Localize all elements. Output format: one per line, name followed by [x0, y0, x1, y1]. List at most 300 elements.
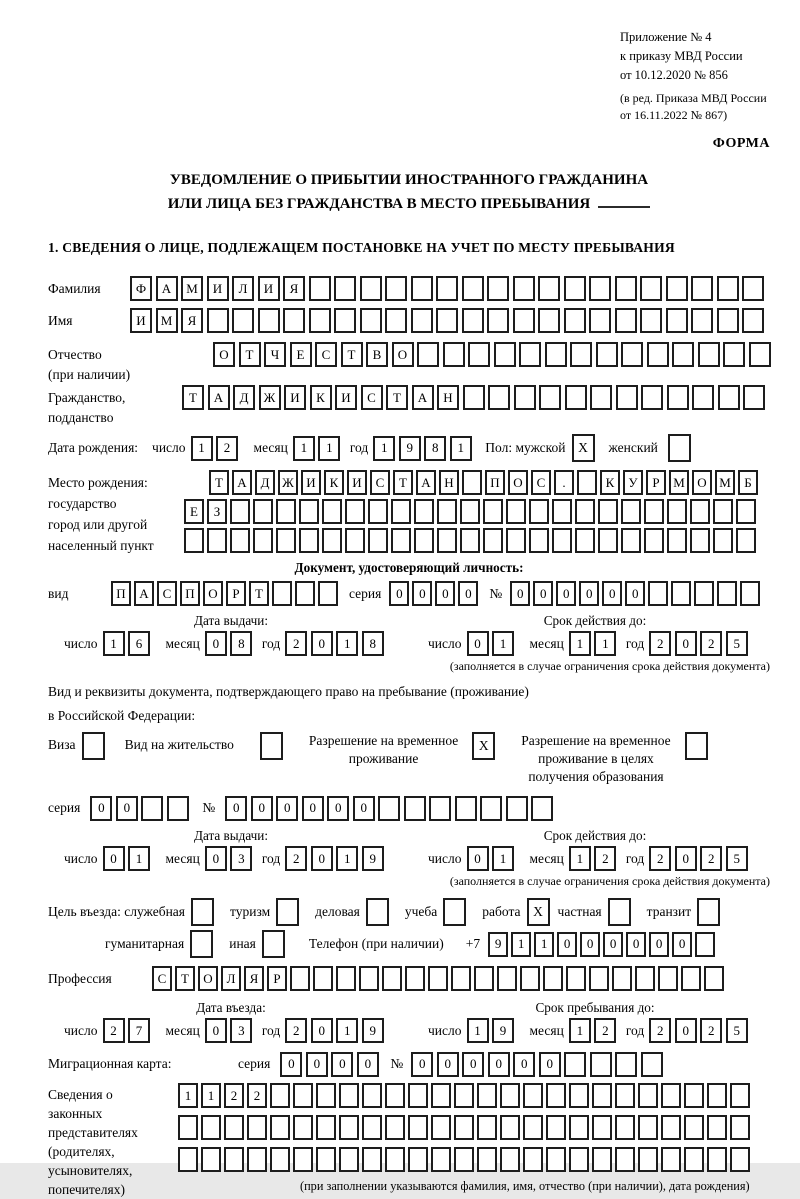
- char-cell[interactable]: Л: [221, 966, 241, 991]
- char-cell[interactable]: 0: [513, 1052, 535, 1077]
- char-cell[interactable]: Н: [437, 385, 459, 410]
- char-cell[interactable]: [730, 1115, 750, 1140]
- char-cell[interactable]: [336, 966, 356, 991]
- char-cell[interactable]: [531, 796, 553, 821]
- char-cell[interactable]: 0: [412, 581, 432, 606]
- char-cell[interactable]: [740, 581, 760, 606]
- char-cell[interactable]: 1: [128, 846, 150, 871]
- char-cell[interactable]: [592, 1115, 612, 1140]
- char-cell[interactable]: К: [324, 470, 344, 495]
- char-cell[interactable]: И: [347, 470, 367, 495]
- char-cell[interactable]: П: [111, 581, 131, 606]
- char-cell[interactable]: [598, 528, 618, 553]
- char-cell[interactable]: 0: [488, 1052, 510, 1077]
- char-cell[interactable]: [661, 1115, 681, 1140]
- char-cell[interactable]: 0: [311, 631, 333, 656]
- char-cell[interactable]: 2: [700, 631, 722, 656]
- char-cell[interactable]: 0: [411, 1052, 433, 1077]
- char-cell[interactable]: [411, 308, 433, 333]
- char-cell[interactable]: [477, 1083, 497, 1108]
- char-cell[interactable]: 2: [594, 846, 616, 871]
- char-cell[interactable]: 1: [467, 1018, 489, 1043]
- char-cell[interactable]: [616, 385, 638, 410]
- char-cell[interactable]: [253, 499, 273, 524]
- char-cell[interactable]: 8: [362, 631, 384, 656]
- char-cell[interactable]: О: [203, 581, 223, 606]
- char-cell[interactable]: 0: [90, 796, 112, 821]
- char-cell[interactable]: Д: [255, 470, 275, 495]
- char-cell[interactable]: [596, 342, 618, 367]
- char-cell[interactable]: [385, 308, 407, 333]
- char-cell[interactable]: [339, 1147, 359, 1172]
- char-cell[interactable]: [589, 276, 611, 301]
- char-cell[interactable]: М: [156, 308, 178, 333]
- char-cell[interactable]: О: [508, 470, 528, 495]
- char-cell[interactable]: [362, 1147, 382, 1172]
- char-cell[interactable]: О: [692, 470, 712, 495]
- char-cell[interactable]: [247, 1115, 267, 1140]
- char-cell[interactable]: [713, 528, 733, 553]
- char-cell[interactable]: 2: [594, 1018, 616, 1043]
- char-cell[interactable]: [684, 1147, 704, 1172]
- char-cell[interactable]: Т: [239, 342, 261, 367]
- char-cell[interactable]: [463, 385, 485, 410]
- char-cell[interactable]: [431, 1083, 451, 1108]
- char-cell[interactable]: [488, 385, 510, 410]
- char-cell[interactable]: [648, 581, 668, 606]
- char-cell[interactable]: И: [301, 470, 321, 495]
- char-cell[interactable]: И: [284, 385, 306, 410]
- char-cell[interactable]: [681, 966, 701, 991]
- char-cell[interactable]: [437, 528, 457, 553]
- char-cell[interactable]: О: [198, 966, 218, 991]
- char-cell[interactable]: Ж: [278, 470, 298, 495]
- char-cell[interactable]: 2: [700, 1018, 722, 1043]
- char-cell[interactable]: 1: [336, 846, 358, 871]
- char-cell[interactable]: [404, 796, 426, 821]
- char-cell[interactable]: 0: [251, 796, 273, 821]
- char-cell[interactable]: [494, 342, 516, 367]
- char-cell[interactable]: [506, 499, 526, 524]
- char-cell[interactable]: [520, 966, 540, 991]
- char-cell[interactable]: 1: [492, 846, 514, 871]
- char-cell[interactable]: 0: [327, 796, 349, 821]
- char-cell[interactable]: [141, 796, 163, 821]
- char-cell[interactable]: Я: [244, 966, 264, 991]
- char-cell[interactable]: 0: [603, 932, 623, 957]
- char-cell[interactable]: 2: [285, 846, 307, 871]
- char-cell[interactable]: 8: [230, 631, 252, 656]
- char-cell[interactable]: [565, 385, 587, 410]
- char-cell[interactable]: 9: [362, 846, 384, 871]
- char-cell[interactable]: 2: [649, 846, 671, 871]
- char-cell[interactable]: 2: [700, 846, 722, 871]
- char-cell[interactable]: [454, 1115, 474, 1140]
- char-cell[interactable]: [552, 528, 572, 553]
- char-cell[interactable]: И: [130, 308, 152, 333]
- char-cell[interactable]: 1: [569, 631, 591, 656]
- char-cell[interactable]: 0: [649, 932, 669, 957]
- char-cell[interactable]: 0: [556, 581, 576, 606]
- char-cell[interactable]: И: [207, 276, 229, 301]
- char-cell[interactable]: [295, 581, 315, 606]
- purpose-rabota-checkbox[interactable]: X: [527, 898, 550, 926]
- char-cell[interactable]: А: [232, 470, 252, 495]
- char-cell[interactable]: 0: [579, 581, 599, 606]
- char-cell[interactable]: Т: [393, 470, 413, 495]
- purpose-chastnaya-checkbox[interactable]: [608, 898, 631, 926]
- char-cell[interactable]: 0: [205, 631, 227, 656]
- char-cell[interactable]: [730, 1083, 750, 1108]
- visa-checkbox[interactable]: [82, 732, 105, 760]
- char-cell[interactable]: [309, 276, 331, 301]
- char-cell[interactable]: С: [157, 581, 177, 606]
- char-cell[interactable]: 2: [224, 1083, 244, 1108]
- char-cell[interactable]: [454, 1147, 474, 1172]
- char-cell[interactable]: [313, 966, 333, 991]
- char-cell[interactable]: 7: [128, 1018, 150, 1043]
- char-cell[interactable]: 2: [649, 1018, 671, 1043]
- char-cell[interactable]: [500, 1083, 520, 1108]
- char-cell[interactable]: [523, 1115, 543, 1140]
- char-cell[interactable]: [462, 276, 484, 301]
- char-cell[interactable]: [283, 308, 305, 333]
- char-cell[interactable]: [290, 966, 310, 991]
- char-cell[interactable]: [431, 1147, 451, 1172]
- char-cell[interactable]: [345, 528, 365, 553]
- char-cell[interactable]: Ф: [130, 276, 152, 301]
- char-cell[interactable]: 2: [285, 631, 307, 656]
- char-cell[interactable]: [334, 276, 356, 301]
- char-cell[interactable]: С: [361, 385, 383, 410]
- char-cell[interactable]: [546, 1115, 566, 1140]
- char-cell[interactable]: [322, 528, 342, 553]
- char-cell[interactable]: 2: [649, 631, 671, 656]
- char-cell[interactable]: 1: [178, 1083, 198, 1108]
- char-cell[interactable]: [224, 1115, 244, 1140]
- char-cell[interactable]: К: [310, 385, 332, 410]
- char-cell[interactable]: [590, 385, 612, 410]
- char-cell[interactable]: К: [600, 470, 620, 495]
- char-cell[interactable]: [598, 499, 618, 524]
- char-cell[interactable]: А: [208, 385, 230, 410]
- char-cell[interactable]: [477, 1147, 497, 1172]
- char-cell[interactable]: [417, 342, 439, 367]
- char-cell[interactable]: [570, 342, 592, 367]
- char-cell[interactable]: [378, 796, 400, 821]
- char-cell[interactable]: 1: [450, 436, 472, 461]
- char-cell[interactable]: 1: [201, 1083, 221, 1108]
- char-cell[interactable]: 1: [511, 932, 531, 957]
- char-cell[interactable]: [736, 528, 756, 553]
- char-cell[interactable]: [429, 796, 451, 821]
- char-cell[interactable]: А: [134, 581, 154, 606]
- char-cell[interactable]: [707, 1147, 727, 1172]
- char-cell[interactable]: Ч: [264, 342, 286, 367]
- char-cell[interactable]: [707, 1115, 727, 1140]
- char-cell[interactable]: И: [258, 276, 280, 301]
- char-cell[interactable]: [428, 966, 448, 991]
- char-cell[interactable]: [552, 499, 572, 524]
- char-cell[interactable]: 1: [594, 631, 616, 656]
- char-cell[interactable]: 1: [293, 436, 315, 461]
- char-cell[interactable]: 0: [437, 1052, 459, 1077]
- char-cell[interactable]: [569, 1115, 589, 1140]
- char-cell[interactable]: [704, 966, 724, 991]
- char-cell[interactable]: [462, 470, 482, 495]
- char-cell[interactable]: [362, 1115, 382, 1140]
- char-cell[interactable]: 0: [557, 932, 577, 957]
- char-cell[interactable]: В: [366, 342, 388, 367]
- char-cell[interactable]: 0: [626, 932, 646, 957]
- char-cell[interactable]: Т: [209, 470, 229, 495]
- char-cell[interactable]: [592, 1147, 612, 1172]
- char-cell[interactable]: [276, 528, 296, 553]
- char-cell[interactable]: [316, 1083, 336, 1108]
- char-cell[interactable]: 0: [311, 846, 333, 871]
- purpose-turizm-checkbox[interactable]: [276, 898, 299, 926]
- char-cell[interactable]: [385, 1083, 405, 1108]
- purpose-delovaya-checkbox[interactable]: [366, 898, 389, 926]
- char-cell[interactable]: 0: [103, 846, 125, 871]
- char-cell[interactable]: Я: [181, 308, 203, 333]
- char-cell[interactable]: З: [207, 499, 227, 524]
- char-cell[interactable]: [638, 1115, 658, 1140]
- char-cell[interactable]: [178, 1115, 198, 1140]
- char-cell[interactable]: [691, 308, 713, 333]
- char-cell[interactable]: 5: [726, 631, 748, 656]
- char-cell[interactable]: [414, 528, 434, 553]
- char-cell[interactable]: [749, 342, 771, 367]
- char-cell[interactable]: 0: [510, 581, 530, 606]
- char-cell[interactable]: [437, 499, 457, 524]
- char-cell[interactable]: [564, 1052, 586, 1077]
- char-cell[interactable]: [589, 966, 609, 991]
- char-cell[interactable]: [316, 1115, 336, 1140]
- char-cell[interactable]: [638, 1083, 658, 1108]
- char-cell[interactable]: 9: [362, 1018, 384, 1043]
- char-cell[interactable]: Р: [267, 966, 287, 991]
- char-cell[interactable]: 3: [230, 1018, 252, 1043]
- char-cell[interactable]: [443, 342, 465, 367]
- char-cell[interactable]: [322, 499, 342, 524]
- purpose-sluzhebnaya-checkbox[interactable]: [191, 898, 214, 926]
- char-cell[interactable]: 0: [467, 631, 489, 656]
- char-cell[interactable]: [272, 581, 292, 606]
- char-cell[interactable]: [359, 966, 379, 991]
- char-cell[interactable]: [694, 581, 714, 606]
- char-cell[interactable]: [201, 1147, 221, 1172]
- char-cell[interactable]: [436, 276, 458, 301]
- char-cell[interactable]: 9: [399, 436, 421, 461]
- char-cell[interactable]: [497, 966, 517, 991]
- char-cell[interactable]: [345, 499, 365, 524]
- char-cell[interactable]: П: [485, 470, 505, 495]
- char-cell[interactable]: [385, 1147, 405, 1172]
- char-cell[interactable]: 0: [675, 1018, 697, 1043]
- char-cell[interactable]: Е: [184, 499, 204, 524]
- char-cell[interactable]: 0: [225, 796, 247, 821]
- char-cell[interactable]: [647, 342, 669, 367]
- char-cell[interactable]: [316, 1147, 336, 1172]
- char-cell[interactable]: [382, 966, 402, 991]
- char-cell[interactable]: [385, 1115, 405, 1140]
- char-cell[interactable]: [408, 1083, 428, 1108]
- char-cell[interactable]: 0: [462, 1052, 484, 1077]
- char-cell[interactable]: [513, 276, 535, 301]
- char-cell[interactable]: А: [412, 385, 434, 410]
- char-cell[interactable]: 1: [569, 1018, 591, 1043]
- char-cell[interactable]: [293, 1147, 313, 1172]
- char-cell[interactable]: [638, 1147, 658, 1172]
- char-cell[interactable]: 0: [306, 1052, 328, 1077]
- char-cell[interactable]: 1: [103, 631, 125, 656]
- char-cell[interactable]: [590, 1052, 612, 1077]
- char-cell[interactable]: [408, 1147, 428, 1172]
- char-cell[interactable]: [230, 499, 250, 524]
- char-cell[interactable]: [487, 276, 509, 301]
- char-cell[interactable]: 0: [580, 932, 600, 957]
- char-cell[interactable]: [684, 1115, 704, 1140]
- char-cell[interactable]: [641, 1052, 663, 1077]
- char-cell[interactable]: [717, 276, 739, 301]
- char-cell[interactable]: [615, 276, 637, 301]
- char-cell[interactable]: [671, 581, 691, 606]
- char-cell[interactable]: [436, 308, 458, 333]
- char-cell[interactable]: 1: [191, 436, 213, 461]
- gender-male-checkbox[interactable]: X: [572, 434, 595, 462]
- char-cell[interactable]: [483, 528, 503, 553]
- char-cell[interactable]: А: [156, 276, 178, 301]
- char-cell[interactable]: [477, 1115, 497, 1140]
- char-cell[interactable]: 0: [458, 581, 478, 606]
- char-cell[interactable]: Р: [226, 581, 246, 606]
- char-cell[interactable]: [621, 499, 641, 524]
- char-cell[interactable]: 1: [492, 631, 514, 656]
- char-cell[interactable]: [615, 1052, 637, 1077]
- char-cell[interactable]: О: [213, 342, 235, 367]
- char-cell[interactable]: [391, 528, 411, 553]
- purpose-inaya-checkbox[interactable]: [262, 930, 285, 958]
- char-cell[interactable]: [309, 308, 331, 333]
- char-cell[interactable]: 0: [311, 1018, 333, 1043]
- char-cell[interactable]: [612, 966, 632, 991]
- char-cell[interactable]: 0: [539, 1052, 561, 1077]
- char-cell[interactable]: С: [152, 966, 172, 991]
- char-cell[interactable]: 2: [216, 436, 238, 461]
- char-cell[interactable]: [230, 528, 250, 553]
- char-cell[interactable]: [368, 528, 388, 553]
- char-cell[interactable]: [644, 528, 664, 553]
- char-cell[interactable]: [684, 1083, 704, 1108]
- char-cell[interactable]: [276, 499, 296, 524]
- char-cell[interactable]: С: [370, 470, 390, 495]
- char-cell[interactable]: Я: [283, 276, 305, 301]
- char-cell[interactable]: 1: [336, 1018, 358, 1043]
- char-cell[interactable]: [615, 1115, 635, 1140]
- char-cell[interactable]: [589, 308, 611, 333]
- char-cell[interactable]: 3: [230, 846, 252, 871]
- char-cell[interactable]: Е: [290, 342, 312, 367]
- char-cell[interactable]: [666, 276, 688, 301]
- char-cell[interactable]: [658, 966, 678, 991]
- char-cell[interactable]: [334, 308, 356, 333]
- residence-permit-checkbox[interactable]: [260, 732, 283, 760]
- char-cell[interactable]: [500, 1115, 520, 1140]
- char-cell[interactable]: [270, 1147, 290, 1172]
- char-cell[interactable]: [523, 1083, 543, 1108]
- char-cell[interactable]: [667, 385, 689, 410]
- char-cell[interactable]: 1: [373, 436, 395, 461]
- char-cell[interactable]: 0: [602, 581, 622, 606]
- char-cell[interactable]: [661, 1083, 681, 1108]
- char-cell[interactable]: 2: [285, 1018, 307, 1043]
- char-cell[interactable]: [692, 385, 714, 410]
- char-cell[interactable]: [474, 966, 494, 991]
- char-cell[interactable]: [184, 528, 204, 553]
- char-cell[interactable]: [575, 499, 595, 524]
- char-cell[interactable]: [621, 342, 643, 367]
- char-cell[interactable]: [707, 1083, 727, 1108]
- char-cell[interactable]: О: [392, 342, 414, 367]
- char-cell[interactable]: [546, 1083, 566, 1108]
- char-cell[interactable]: [592, 1083, 612, 1108]
- char-cell[interactable]: 0: [205, 846, 227, 871]
- char-cell[interactable]: 0: [276, 796, 298, 821]
- char-cell[interactable]: [690, 528, 710, 553]
- char-cell[interactable]: Л: [232, 276, 254, 301]
- char-cell[interactable]: Т: [341, 342, 363, 367]
- char-cell[interactable]: 9: [488, 932, 508, 957]
- char-cell[interactable]: [539, 385, 561, 410]
- char-cell[interactable]: [577, 470, 597, 495]
- char-cell[interactable]: [483, 499, 503, 524]
- char-cell[interactable]: [451, 966, 471, 991]
- char-cell[interactable]: [201, 1115, 221, 1140]
- char-cell[interactable]: 0: [357, 1052, 379, 1077]
- char-cell[interactable]: С: [531, 470, 551, 495]
- char-cell[interactable]: 0: [533, 581, 553, 606]
- char-cell[interactable]: [299, 499, 319, 524]
- char-cell[interactable]: [408, 1115, 428, 1140]
- char-cell[interactable]: [718, 385, 740, 410]
- char-cell[interactable]: 5: [726, 1018, 748, 1043]
- char-cell[interactable]: Р: [646, 470, 666, 495]
- gender-female-checkbox[interactable]: [668, 434, 691, 462]
- char-cell[interactable]: [575, 528, 595, 553]
- char-cell[interactable]: 1: [569, 846, 591, 871]
- char-cell[interactable]: [360, 276, 382, 301]
- char-cell[interactable]: 0: [389, 581, 409, 606]
- char-cell[interactable]: 0: [280, 1052, 302, 1077]
- char-cell[interactable]: [742, 308, 764, 333]
- char-cell[interactable]: [564, 308, 586, 333]
- char-cell[interactable]: Д: [233, 385, 255, 410]
- char-cell[interactable]: [667, 528, 687, 553]
- char-cell[interactable]: [698, 342, 720, 367]
- char-cell[interactable]: Т: [182, 385, 204, 410]
- char-cell[interactable]: [621, 528, 641, 553]
- char-cell[interactable]: 5: [726, 846, 748, 871]
- char-cell[interactable]: И: [335, 385, 357, 410]
- char-cell[interactable]: [462, 308, 484, 333]
- char-cell[interactable]: [500, 1147, 520, 1172]
- char-cell[interactable]: А: [416, 470, 436, 495]
- char-cell[interactable]: [742, 276, 764, 301]
- char-cell[interactable]: [258, 308, 280, 333]
- purpose-tranzit-checkbox[interactable]: [697, 898, 720, 926]
- char-cell[interactable]: [414, 499, 434, 524]
